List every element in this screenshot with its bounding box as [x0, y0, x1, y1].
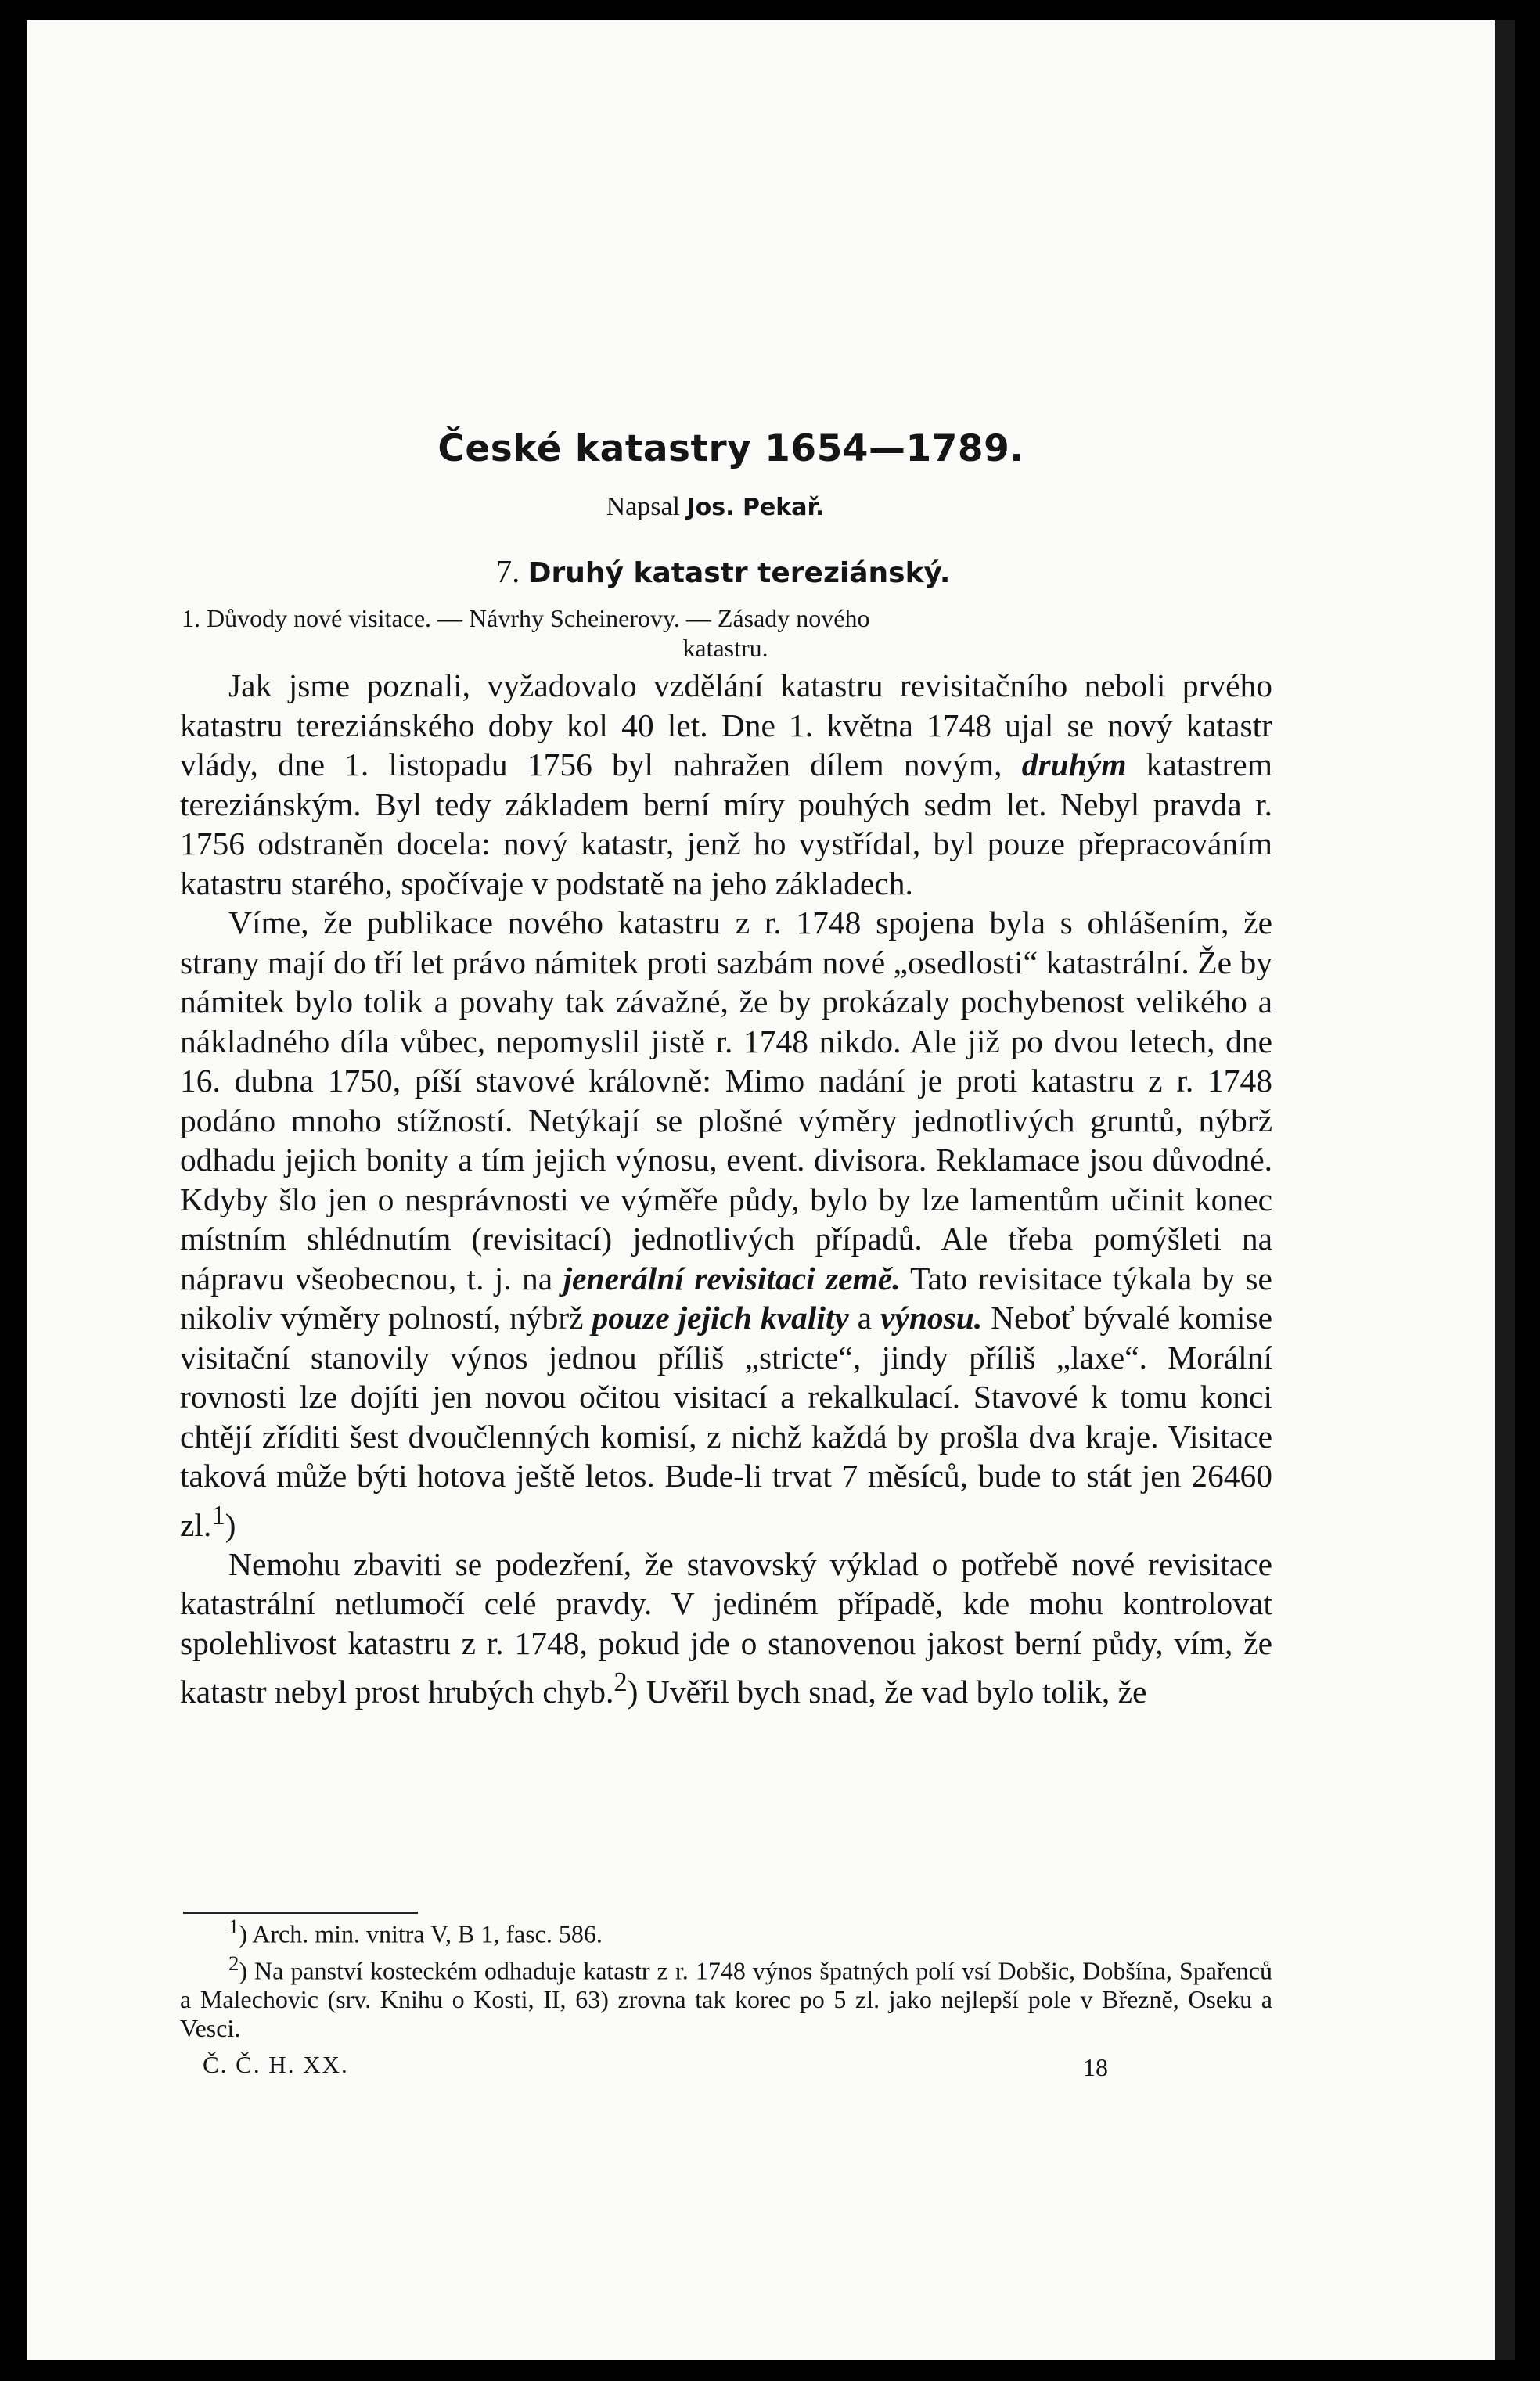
section-summary [182, 603, 1269, 663]
footnote-text: ) Na panství kosteckém odhaduje katastr z r. 1748 výnos špatných polí vsí Dobšic, Dobšína, Spařenců a Malechovic (srv. Knihu o Kosti, II, 63) zrovna tak korec po 5 zl. jako nejlepší pole v Březně, Oseku a Vesci. [180, 1956, 1272, 2043]
summary-line-2: katastru. [682, 634, 768, 662]
text-run: a [848, 1300, 880, 1336]
footnote [180, 1949, 1272, 2044]
article-byline [449, 492, 981, 522]
footnote-ref: 1 [211, 1500, 225, 1530]
footnote-text: ) Arch. min. vnitra V, B 1, fasc. 586. [239, 1919, 603, 1948]
footnote-mark: 2 [228, 1951, 239, 1975]
article-title: České katastry 1654—1789. [437, 427, 1024, 470]
text-run: katastrem tereziánským. Byl tedy základem berní míry pouhých sedm let. Nebyl pravda r. 1756 odstraněn docela: nový katastr, jenž ho vystřídal, byl pouze přepracováním katastru starého, spočívaje v podstatě na jeho základech. [180, 746, 1272, 901]
emphasis: pouze jejich kvality [592, 1300, 849, 1336]
emphasis: výnosu. [880, 1300, 983, 1336]
byline-prefix: Napsal [606, 492, 687, 521]
author-name: Jos. Pekař. [686, 494, 825, 521]
emphasis: jenerální revisitaci země. [563, 1260, 901, 1297]
document-page [27, 20, 1513, 2360]
summary-line-1: 1. Důvody nové visitace. — Návrhy Scheinerovy. — Zásady nového [182, 604, 870, 632]
text-run: Nemohu zbaviti se podezření, že stavovský výklad o potřebě nové revisitace katastrální netlumočí celé pravdy. V jediném případě, kde mohu kontrolovat spolehlivost katastru z r. 1748, pokud jde o stanovenou jakost berní půdy, vím, že katastr nebyl prost hrubých chyb. [180, 1545, 1272, 1710]
text-run: Víme, že publikace nového katastru z r. 1748 spojena byla s ohlášením, že strany mají do tří let právo námitek proti sazbám nové „osedlosti“ katastrální. Že by námitek bylo tolik a povahy tak závažné, že by prokázaly pochybenost velikého a nákladného díla vůbec, nepomyslil jistě r. 1748 nikdo. Ale již po dvou letech, dne 16. dubna 1750, píší stavové královně: Mimo nadání je proti katastru z r. 1748 podáno mnoho stížností. Netýkají se plošné výměry jednotlivých gruntů, nýbrž odhadu jejich bonity a tím jejich výnosu, event. divisora. Reklamace jsou důvodné. Kdyby šlo jen o nesprávnosti ve výměře půdy, bylo by lze lamentům učinit konec místním shlédnutím (revisitací) jednotlivých případů. Ale třeba pomýšleti na nápravu všeobecnou, t. j. na [180, 905, 1272, 1297]
paragraph [180, 1545, 1272, 1712]
text-run: Jak jsme poznali, vyžadovalo vzdělání katastru revisitačního neboli prvého katastru tereziánského doby kol 40 let. Dne 1. května 1748 ujal se nový katastr vlády, dne 1. listopadu 1756 byl nahražen dílem novým, [180, 667, 1272, 782]
body-text [180, 666, 1272, 1712]
section-heading [418, 552, 1028, 590]
emphasis: druhým [1021, 746, 1127, 782]
paragraph [180, 666, 1272, 903]
text-run: ) Uvěřil bych snad, že vad bylo tolik, že [627, 1674, 1147, 1710]
footnote-ref: 2 [613, 1667, 628, 1698]
journal-signature: Č. Č. H. XX. [203, 2051, 349, 2078]
text-run: Neboť bývalé komise visitační stanovily výnos jednou příliš „stricte“, jindy příliš „laxe“. Morální rovnosti lze dojíti jen novou očitou visitací a rekalkulací. Stavové k tomu konci chtějí zříditi šest dvoučlenných komisí, z nichž každá by prošla dva kraje. Visitace taková může býti hotova ještě letos. Bude-li trvat 7 měsíců, bude to stát jen 26460 zl. [180, 1300, 1273, 1543]
section-number: 7. [495, 553, 520, 589]
text-run: Tato revisitace týkala by se nikoliv výměry polností, nýbrž [180, 1260, 1272, 1336]
scan-edge [1495, 20, 1515, 2360]
section-title: Druhý katastr tereziánský. [527, 557, 951, 589]
page-content [27, 20, 1513, 2360]
footnote [180, 1912, 1272, 1949]
text-run: ) [225, 1506, 236, 1543]
footnotes [180, 1912, 1272, 2043]
footnote-mark: 1 [228, 1915, 239, 1938]
paragraph [180, 903, 1272, 1545]
page-number: 18 [1083, 2053, 1108, 2081]
